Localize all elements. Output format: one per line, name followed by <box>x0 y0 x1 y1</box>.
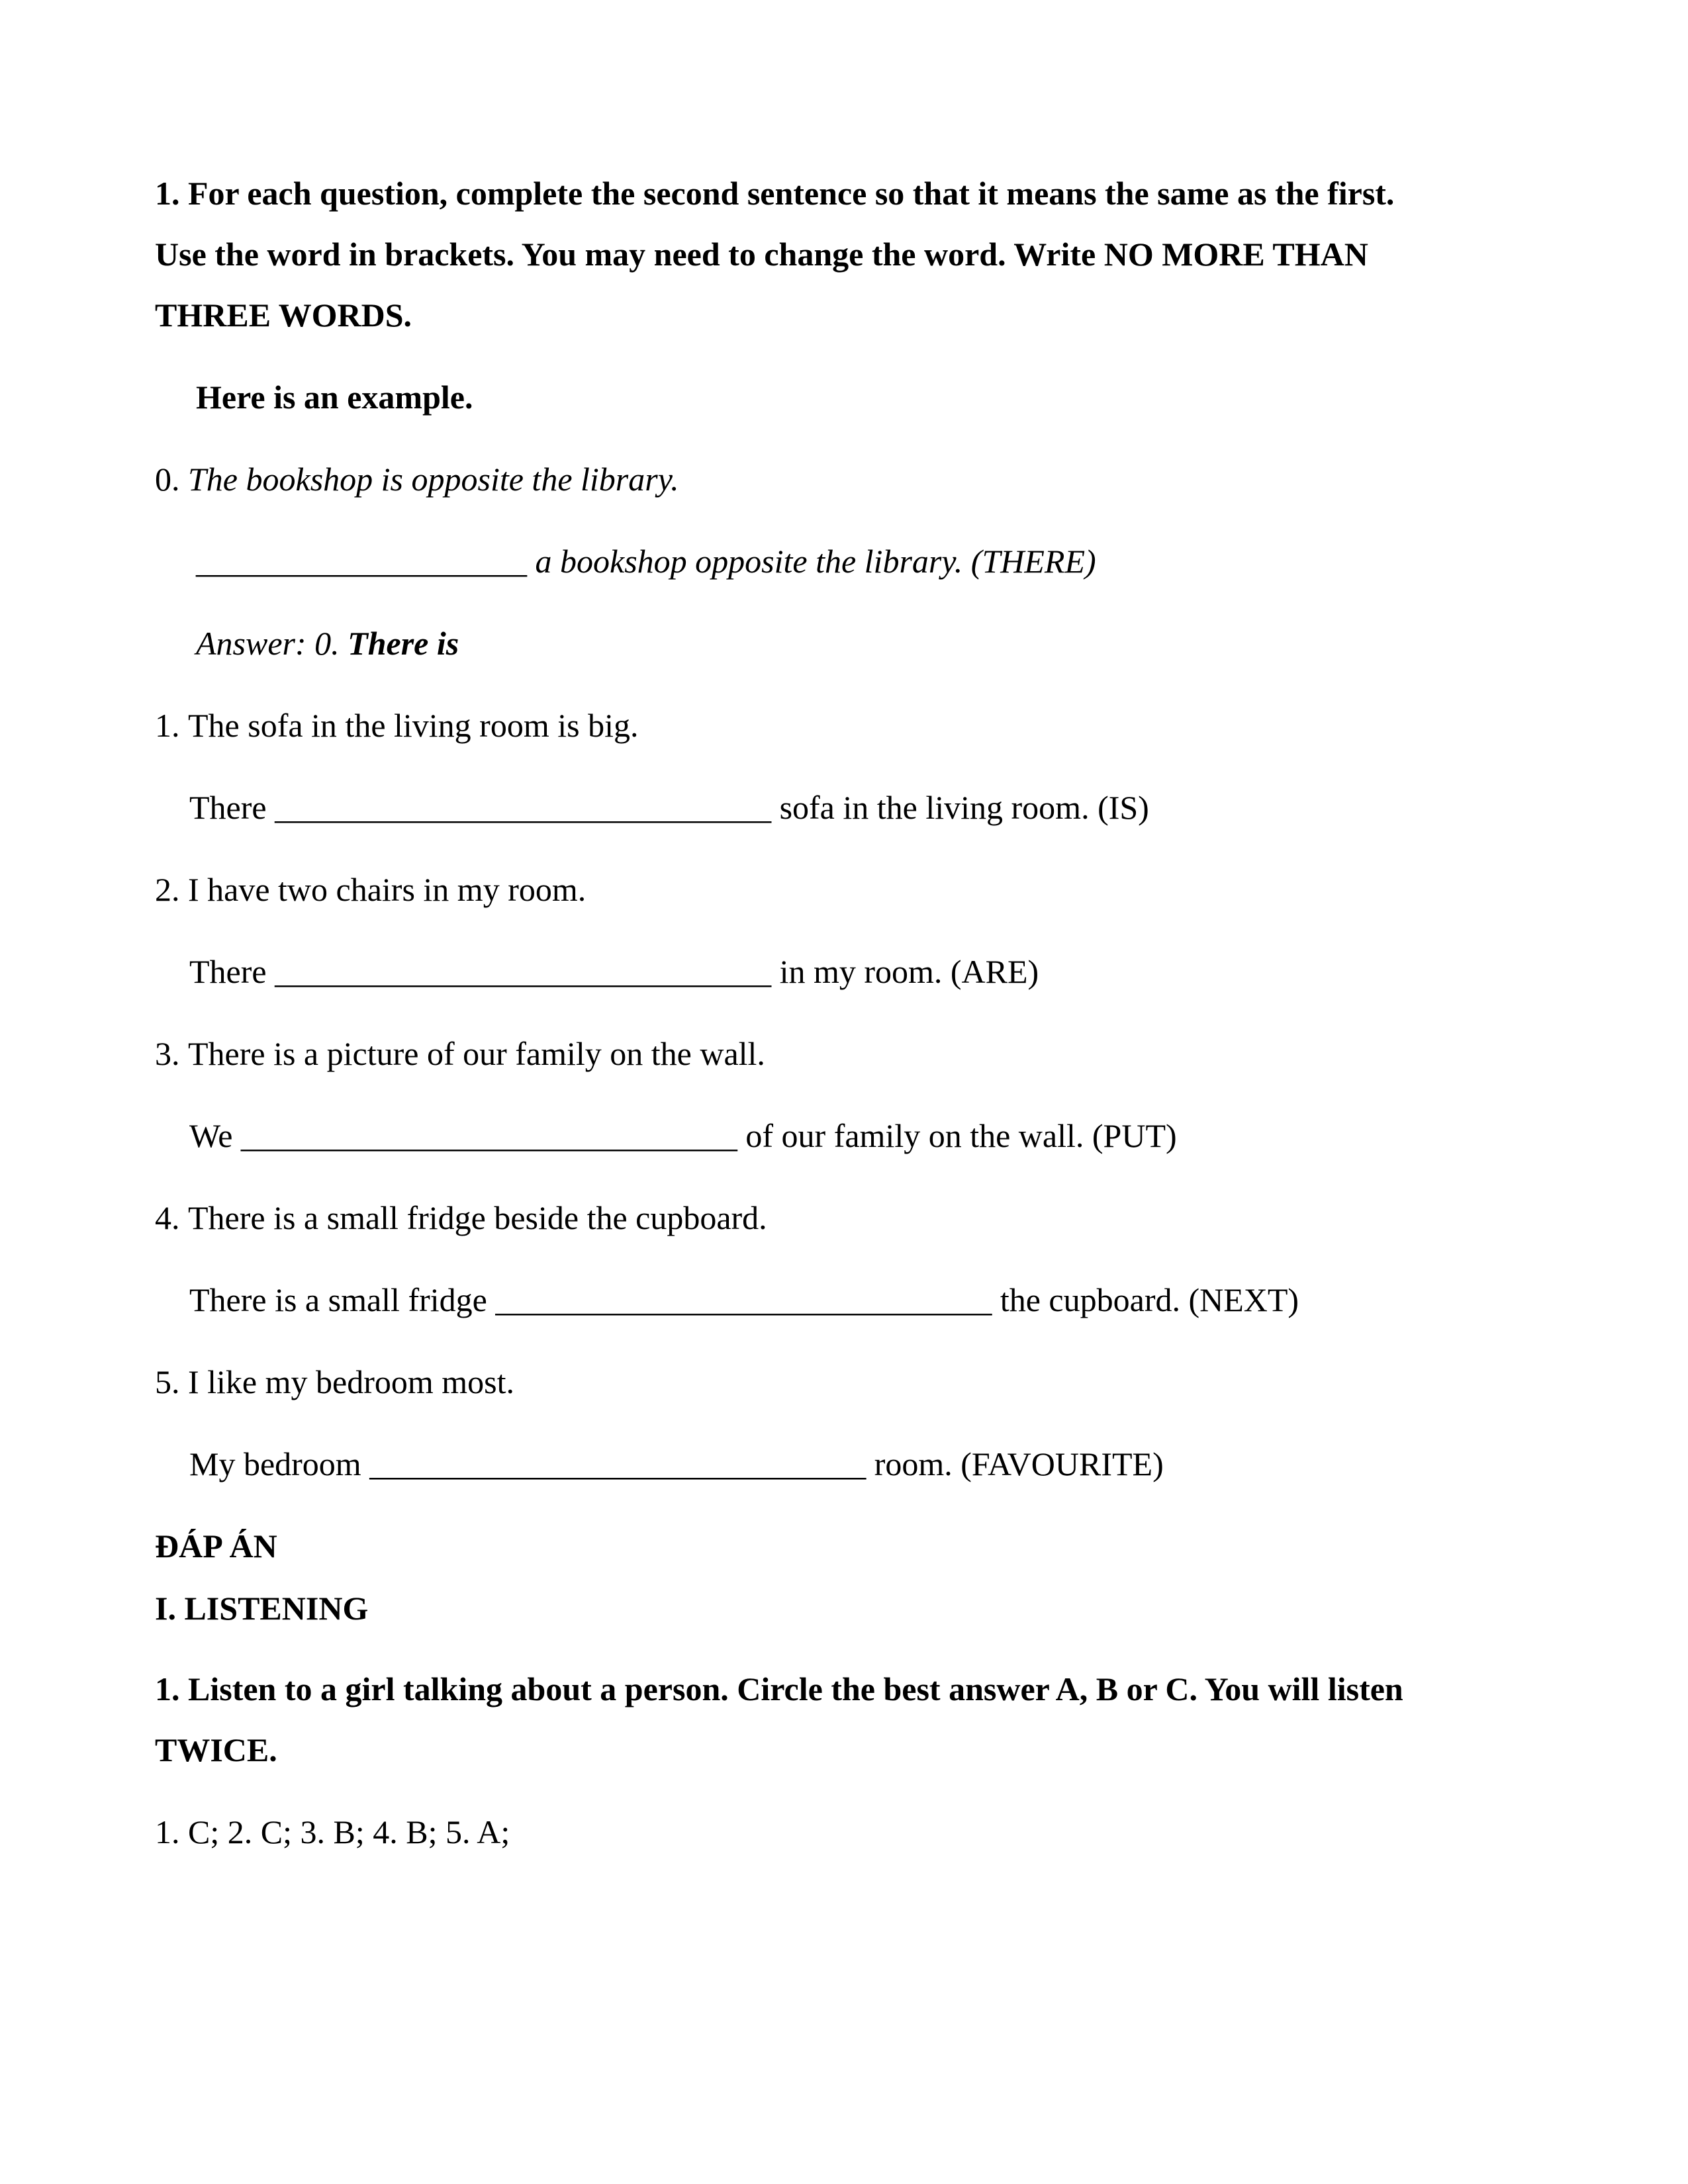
answer-blank[interactable]: ______________________________ <box>495 1281 992 1318</box>
question-3-sentence <box>155 1034 765 1073</box>
question-number: 1. <box>155 707 180 744</box>
listening-section-title: I. LISTENING <box>155 1590 369 1627</box>
question-number: 4. <box>155 1199 180 1236</box>
question-prompt: My bedroom <box>189 1445 361 1482</box>
example-answer <box>196 623 459 663</box>
question-1-rewrite <box>189 788 1149 827</box>
question-5-rewrite <box>189 1444 1164 1484</box>
answer-blank[interactable]: ______________________________ <box>275 789 772 826</box>
question-4-sentence <box>155 1198 767 1238</box>
example-answer-prefix: Answer: 0. <box>196 625 340 662</box>
question-text: There is a small fridge beside the cupboard. <box>188 1199 767 1236</box>
example-heading: Here is an example. <box>196 379 473 416</box>
answers-heading: ĐÁP ÁN <box>155 1527 277 1565</box>
example-number: 0. <box>155 461 180 498</box>
question-prompt: There is a small fridge <box>189 1281 487 1318</box>
question-number: 3. <box>155 1035 180 1072</box>
example-text: The bookshop is opposite the library. <box>188 461 679 498</box>
question-prompt: There <box>189 789 267 826</box>
example-blank: ____________________ <box>196 543 527 580</box>
question-text: There is a picture of our family on the wall. <box>188 1035 765 1072</box>
task-instruction-line-3: THREE WORDS. <box>155 296 412 334</box>
question-2-rewrite <box>189 952 1039 991</box>
question-number: 2. <box>155 871 180 908</box>
question-ending: room. (FAVOURITE) <box>874 1445 1164 1482</box>
task-instruction-line-2: Use the word in brackets. You may need to change the word. Write NO MORE THAN <box>155 236 1368 273</box>
question-ending: sofa in the living room. (IS) <box>779 789 1149 826</box>
question-ending: in my room. (ARE) <box>779 953 1039 990</box>
example-rewrite-text: a bookshop opposite the library. (THERE) <box>535 543 1096 580</box>
question-prompt: We <box>189 1117 233 1154</box>
question-5-sentence <box>155 1362 514 1402</box>
question-text: The sofa in the living room is big. <box>188 707 639 744</box>
example-sentence <box>155 459 679 499</box>
question-number: 5. <box>155 1363 180 1400</box>
question-ending: the cupboard. (NEXT) <box>1000 1281 1299 1318</box>
listening-task-line-2: TWICE. <box>155 1731 277 1768</box>
question-text: I have two chairs in my room. <box>188 871 586 908</box>
question-text: I like my bedroom most. <box>188 1363 514 1400</box>
question-ending: of our family on the wall. (PUT) <box>745 1117 1177 1154</box>
question-3-rewrite <box>189 1116 1177 1156</box>
listening-task-line-1: 1. Listen to a girl talking about a person. Circle the best answer A, B or C. You will listen <box>155 1670 1403 1707</box>
task-instruction-line-1: 1. For each question, complete the second sentence so that it means the same as the first. <box>155 175 1395 212</box>
answer-key: 1. C; 2. C; 3. B; 4. B; 5. A; <box>155 1813 510 1850</box>
question-4-rewrite <box>189 1280 1299 1320</box>
answer-blank[interactable]: ______________________________ <box>369 1445 867 1482</box>
answer-blank[interactable]: ______________________________ <box>275 953 772 990</box>
answer-blank[interactable]: ______________________________ <box>240 1117 737 1154</box>
question-prompt: There <box>189 953 267 990</box>
example-rewrite <box>196 541 1096 581</box>
example-answer-value: There is <box>348 625 459 662</box>
question-2-sentence <box>155 870 586 909</box>
question-1-sentence <box>155 705 638 745</box>
